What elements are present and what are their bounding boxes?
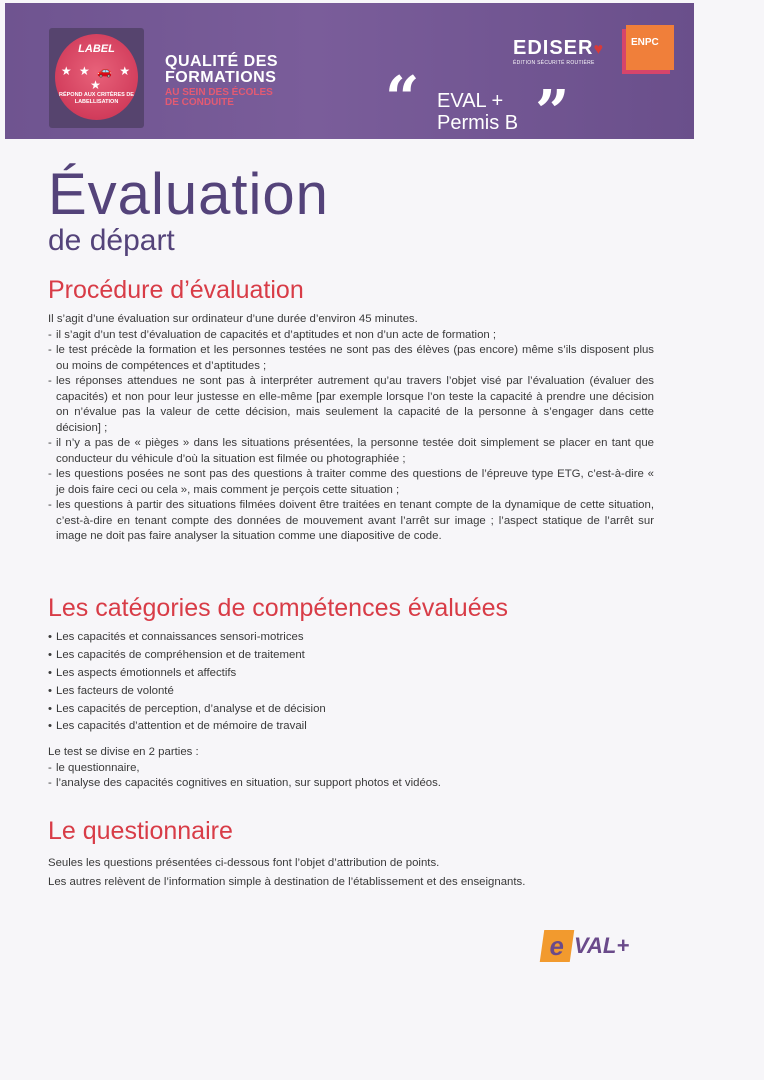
label-title: LABEL [78,43,115,55]
list-item: • Les capacités et connaissances sensori-motrices [48,630,654,646]
quality-subtitle [165,88,273,108]
enpc-wordmark: ENPC [631,37,659,48]
open-quote-icon: “ [385,64,420,134]
list-item: - les réponses attendues ne sont pas à interpréter autrement qu’au travers l’objet visé par l’évaluation (évaluer des capacités) et non pour leur justesse en elle-même [par exemple lorsque l’on teste la capacité à prendre une décision on n’évalue pas la valeur de cette décision, mais seulement la capacité de la personne à s’engager dans cette décision] ; [48,374,654,436]
list-item: - il n’y a pas de « pièges » dans les situations présentées, la personne testée doit simplement se placer en tant que conducteur du véhicule d’où la situation est filmée ou photographiée ; [48,436,654,467]
questionnaire-body [48,854,654,892]
questionnaire-heading: Le questionnaire [48,817,233,845]
procedure-intro: Il s’agit d’une évaluation sur ordinateur d’une durée d’environ 45 minutes. [48,313,418,325]
car-stars-icon: ★ ★ 🚗 ★ ★ [60,64,133,92]
list-item: • Les capacités d’attention et de mémoire de travail [48,719,654,735]
heart-icon: ♥ [593,41,604,58]
enpc-logo [626,25,674,70]
eval-logo-e: e [540,930,574,962]
quality-title-line2: FORMATIONS [165,69,277,86]
list-item: • Les capacités de perception, d’analyse et de décision [48,702,654,718]
parts-intro: Le test se divise en 2 parties : [48,746,199,759]
categories-list [48,630,654,735]
procedure-list [48,328,654,545]
page-title: Évaluation [48,162,329,227]
eval-permis-label [437,90,518,134]
eval-logo-text: VAL+ [574,933,630,958]
eval-plus-logo [540,928,660,968]
header-banner [5,3,694,148]
list-item: • Les facteurs de volonté [48,684,654,700]
ediser-logo [513,37,604,60]
ediser-wordmark: EDISER [513,37,594,59]
list-item: - les questions posées ne sont pas des questions à traiter comme des questions de l’épreuve type ETG, c’est-à-dire « je dois faire ceci ou cela », mais comment je perçois cette situation ; [48,467,654,498]
eval-label-line2: Permis B [437,112,519,134]
list-item: • Les aspects émotionnels et affectifs [48,666,654,682]
ediser-tagline: ÉDITION SÉCURITÉ ROUTIÈRE [513,60,595,66]
list-item: - le questionnaire, [48,761,654,777]
parts-list [48,761,654,792]
list-item: - il s’agit d’un test d’évaluation de capacités et d’aptitudes et non d’un acte de formation ; [48,328,654,344]
list-item: - le test précède la formation et les personnes testées ne sont pas des élèves (pas encore) même s’ils disposent plus ou moins de compétences et d’aptitudes ; [48,343,654,374]
list-item: - les questions à partir des situations filmées doivent être traitées en tenant compte de la dynamique de cette situation, c’est-à-dire en tenant compte des données de mouvement avant l’arrêt sur image ; l’aspect statique de l’arrêt sur image ne doit pas faire analyser la situation comme une diapositive de code. [48,498,654,545]
label-seal [55,34,138,120]
procedure-heading: Procédure d’évaluation [48,276,304,304]
categories-heading: Les catégories de compétences évaluées [48,594,509,622]
eval-label-line1: EVAL + [437,90,504,112]
quality-title [165,54,278,86]
questionnaire-line-1: Seules les questions présentées ci-dessous font l’objet d’attribution de points. [48,857,440,869]
quality-title-line1: QUALITÉ DES [165,53,279,70]
questionnaire-line-2: Les autres relèvent de l’information simple à destination de l’établissement et des enseignants. [48,876,526,888]
page-subtitle: de départ [48,224,175,257]
categories-body [48,630,654,792]
list-item: • Les capacités de compréhension et de traitement [48,648,654,664]
label-badge [49,28,144,128]
close-quote-icon: ” [535,78,570,148]
quality-subtitle-line2: DE CONDUITE [165,97,234,108]
quality-subtitle-line1: AU SEIN DES ÉCOLES [165,87,273,98]
label-subtitle: RÉPOND AUX CRITÈRES DE LABELLISATION [59,92,134,105]
procedure-body [48,312,654,545]
list-item: - l’analyse des capacités cognitives en situation, sur support photos et vidéos. [48,776,654,792]
